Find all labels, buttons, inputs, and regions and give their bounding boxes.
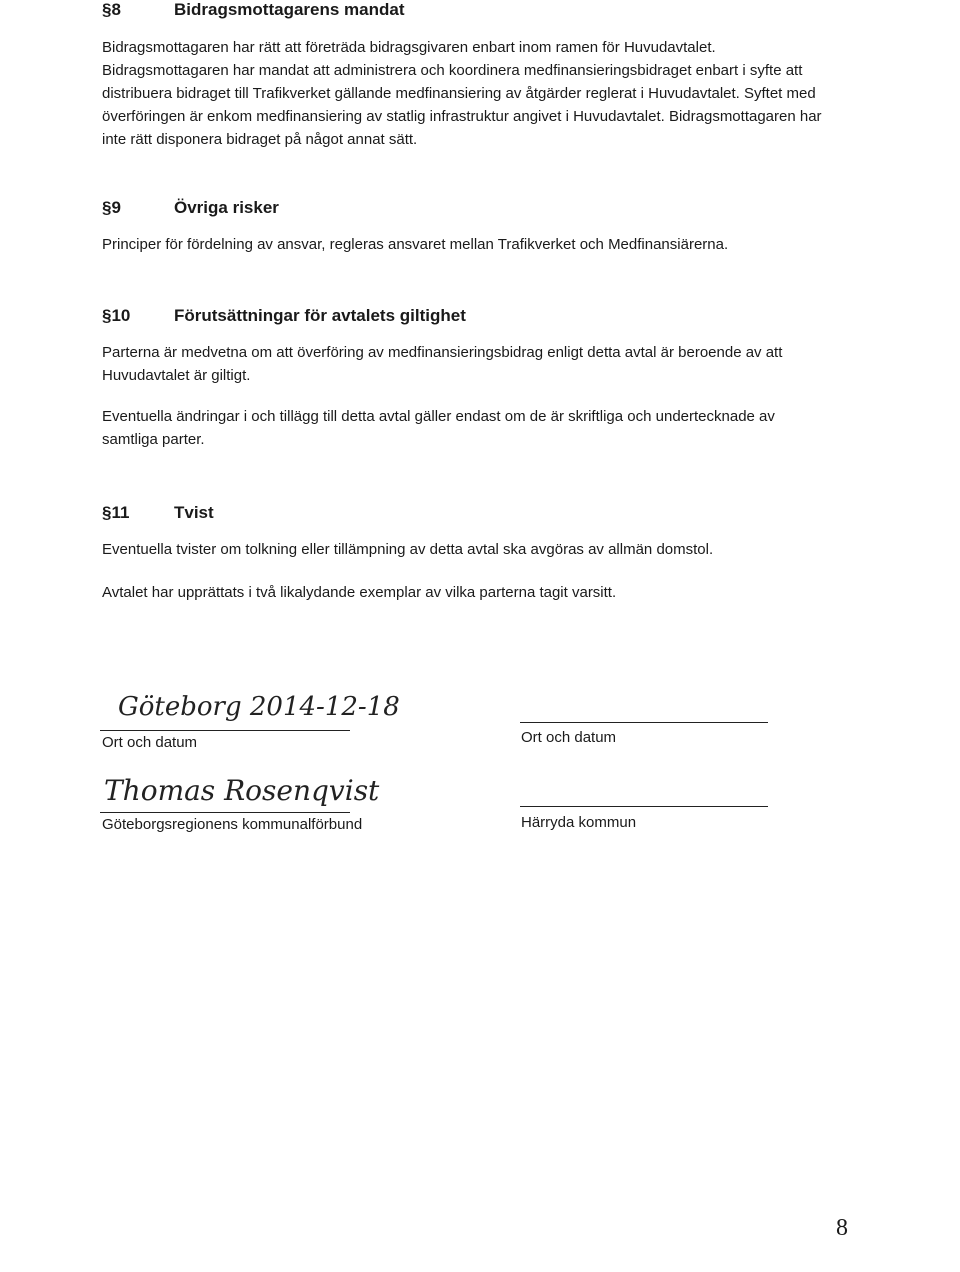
signature-line — [100, 730, 350, 731]
section-heading-10 — [102, 306, 466, 326]
party-name-right: Härryda kommun — [521, 814, 637, 831]
handwritten-signature: Thomas Rosenqvist — [104, 774, 380, 807]
section-9-paragraph: Principer för fördelning av ansvar, regleras ansvaret mellan Trafikverket och Medfinansiärerna. — [102, 236, 729, 253]
section-title: Förutsättningar för avtalets giltighet — [174, 306, 466, 325]
section-heading-11 — [102, 503, 214, 523]
section-heading-9 — [102, 198, 279, 218]
signature-line — [520, 722, 768, 723]
party-name-left: Göteborgsregionens kommunalförbund — [102, 816, 363, 833]
place-date-label: Ort och datum — [521, 729, 617, 746]
section-number: §10 — [102, 306, 131, 325]
page-number: 8 — [836, 1215, 848, 1241]
section-title: Bidragsmottagarens mandat — [174, 0, 405, 19]
section-number: §8 — [102, 0, 121, 19]
section-11-paragraph-2: Avtalet har upprättats i två likalydande exemplar av vilka parterna tagit varsitt. — [102, 584, 617, 601]
section-8-paragraph: Bidragsmottagaren har rätt att företräda bidragsgivaren enbart inom ramen för Huvudavtalet. Bidragsmottagaren har mandat att administrera och koordinera medfinansieringsbidraget enbart i syfte att distribuera bidraget till Trafikverket gällande medfinansiering av åtgärder reglerat i Huvudavtalet. Syftet med överföringen är enkom medfinansiering av statlig infrastruktur angivet i Huvudavtalet. Bidragsmottagaren har inte rätt disponera bidraget på något annat sätt. — [102, 39, 822, 148]
signature-line — [100, 812, 350, 813]
handwritten-place-date: Göteborg 2014-12-18 — [118, 692, 400, 722]
section-11-paragraph-1: Eventuella tvister om tolkning eller tillämpning av detta avtal ska avgöras av allmän domstol. — [102, 541, 714, 558]
signature-line — [520, 806, 768, 807]
section-10-paragraph-2: Eventuella ändringar i och tillägg till detta avtal gäller endast om de är skriftliga och undertecknade av samtliga parter. — [102, 408, 775, 448]
section-number: §9 — [102, 198, 121, 217]
section-number: §11 — [102, 503, 130, 522]
section-title: Övriga risker — [174, 198, 279, 217]
section-title: Tvist — [174, 503, 214, 522]
section-heading-8 — [102, 0, 405, 20]
section-10-paragraph-1: Parterna är medvetna om att överföring av medfinansieringsbidrag enligt detta avtal är beroende av att Huvudavtalet är giltigt. — [102, 344, 783, 384]
place-date-label: Ort och datum — [102, 734, 198, 751]
